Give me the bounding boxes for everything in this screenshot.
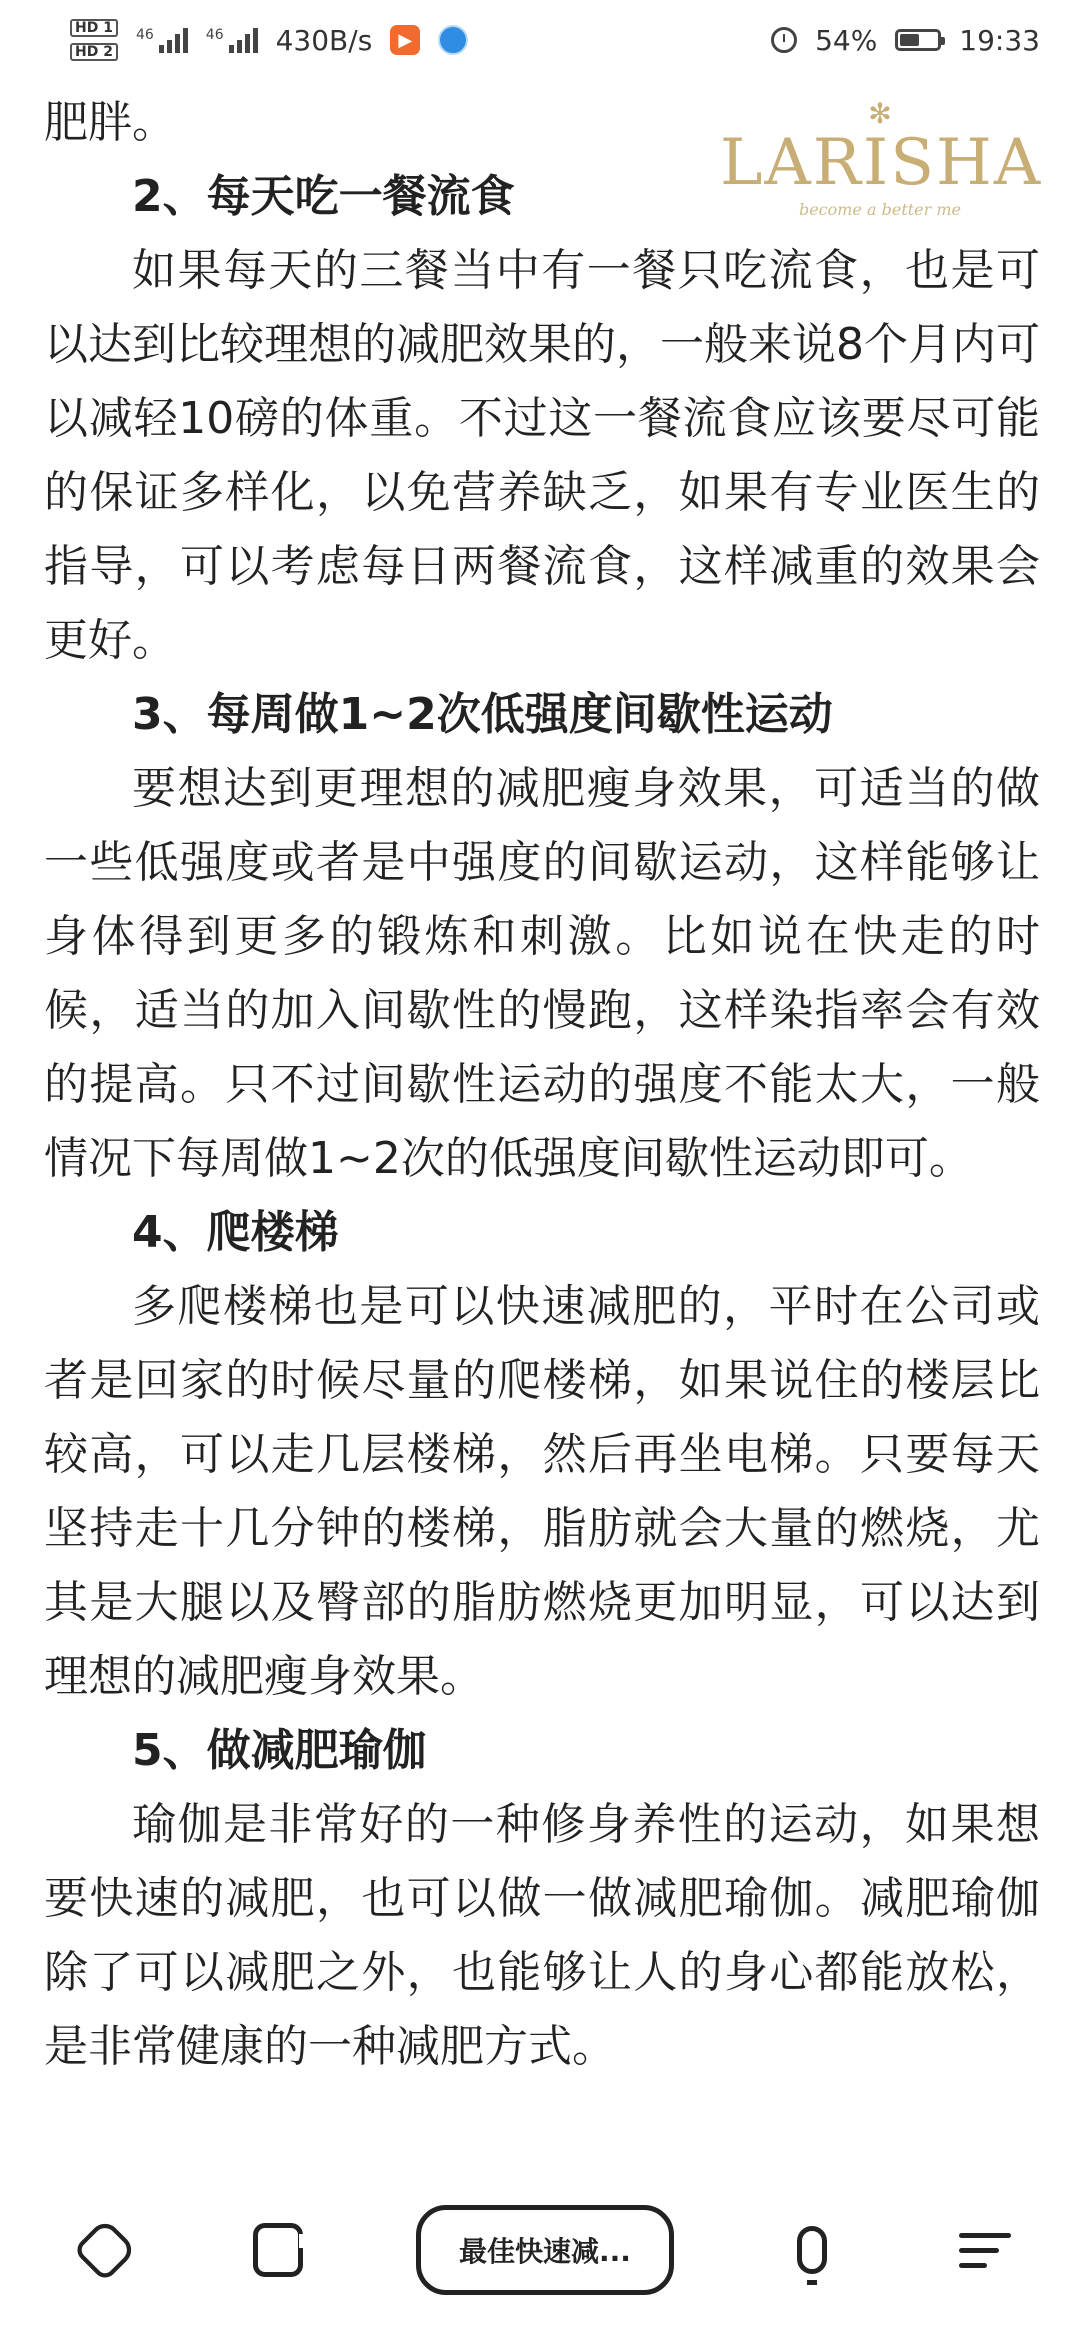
page-title-button[interactable]: 最佳快速减...: [416, 2205, 674, 2295]
battery-percent: 54%: [815, 23, 878, 57]
section-heading: 2、每天吃一餐流食: [132, 171, 515, 222]
alarm-icon: [771, 27, 797, 53]
battery-fill: [900, 34, 919, 46]
article-paragraph: 如果每天的三餐当中有一餐只吃流食，也是可以达到比较理想的减肥效果的，一般来说8个月内可以减轻10磅的体重。不过这一餐流食应该要尽可能的保证多样化，以免营养缺乏，如果有专业医生的指导，可以考虑每日两餐流食，这样减重的效果会更好。: [44, 245, 1040, 666]
signal-icon-2: [206, 27, 258, 53]
hd1-badge: HD 1: [70, 19, 118, 37]
home-icon: [73, 2218, 138, 2283]
microphone-icon: [797, 2226, 827, 2274]
hd-indicator: [70, 19, 118, 61]
network-speed: 430B/s: [275, 23, 373, 57]
status-bar-right: [771, 24, 1040, 57]
network-type-1: 46: [135, 27, 154, 43]
menu-icon: [959, 2233, 1011, 2268]
bottom-nav-bar: [0, 2185, 1080, 2315]
article-paragraph: 要想达到更理想的减肥瘦身效果，可适当的做一些低强度或者是中强度的间歇运动，这样能够让身体得到更多的锻炼和刺激。比如说在快走的时候，适当的加入间歇性的慢跑，这样染指率会有效的提高。只不过间歇性运动的强度不能太大，一般情况下每周做1~2次的低强度间歇性运动即可。: [44, 763, 1040, 1184]
logo-flower-icon: ✻: [868, 97, 892, 130]
status-bar: [0, 0, 1080, 80]
article-paragraph: 多爬楼梯也是可以快速减肥的，平时在公司或者是回家的时候尽量的爬楼梯，如果说住的楼层比较高，可以走几层楼梯，然后再坐电梯。只要每天坚持走十几分钟的楼梯，脂肪就会大量的燃烧，尤其是大腿以及臀部的脂肪燃烧更加明显，可以达到理想的减肥瘦身效果。: [44, 1281, 1040, 1702]
network-type-2: 46: [205, 27, 224, 43]
article-body: [44, 86, 1043, 2084]
section-heading: 5、做减肥瑜伽: [132, 1725, 427, 1776]
article-paragraph: 肥胖。: [44, 97, 176, 148]
video-app-icon: ▶: [390, 25, 420, 55]
menu-button[interactable]: [950, 2215, 1020, 2285]
battery-icon: [895, 29, 941, 51]
signal-icon: [136, 27, 188, 53]
browser-app-icon: [438, 25, 468, 55]
section-heading: 3、每周做1~2次低强度间歇性运动: [132, 689, 833, 740]
section-heading: 4、爬楼梯: [132, 1207, 339, 1258]
logo-brand: LARISHA: [720, 126, 1043, 200]
hd2-badge: HD 2: [70, 43, 118, 61]
status-bar-left: [70, 19, 468, 61]
tabs-button[interactable]: [243, 2215, 313, 2285]
larisha-logo: [720, 97, 1043, 219]
voice-search-button[interactable]: [777, 2215, 847, 2285]
home-button[interactable]: [70, 2215, 140, 2285]
clock: 19:33: [959, 23, 1040, 57]
article-paragraph: 瑜伽是非常好的一种修身养性的运动，如果想要快速的减肥，也可以做一做减肥瑜伽。减肥瑜伽除了可以减肥之外，也能够让人的身心都能放松，是非常健康的一种减肥方式。: [44, 1799, 1040, 2072]
tabs-icon: [253, 2223, 303, 2277]
logo-tagline: become a better me: [798, 200, 962, 219]
